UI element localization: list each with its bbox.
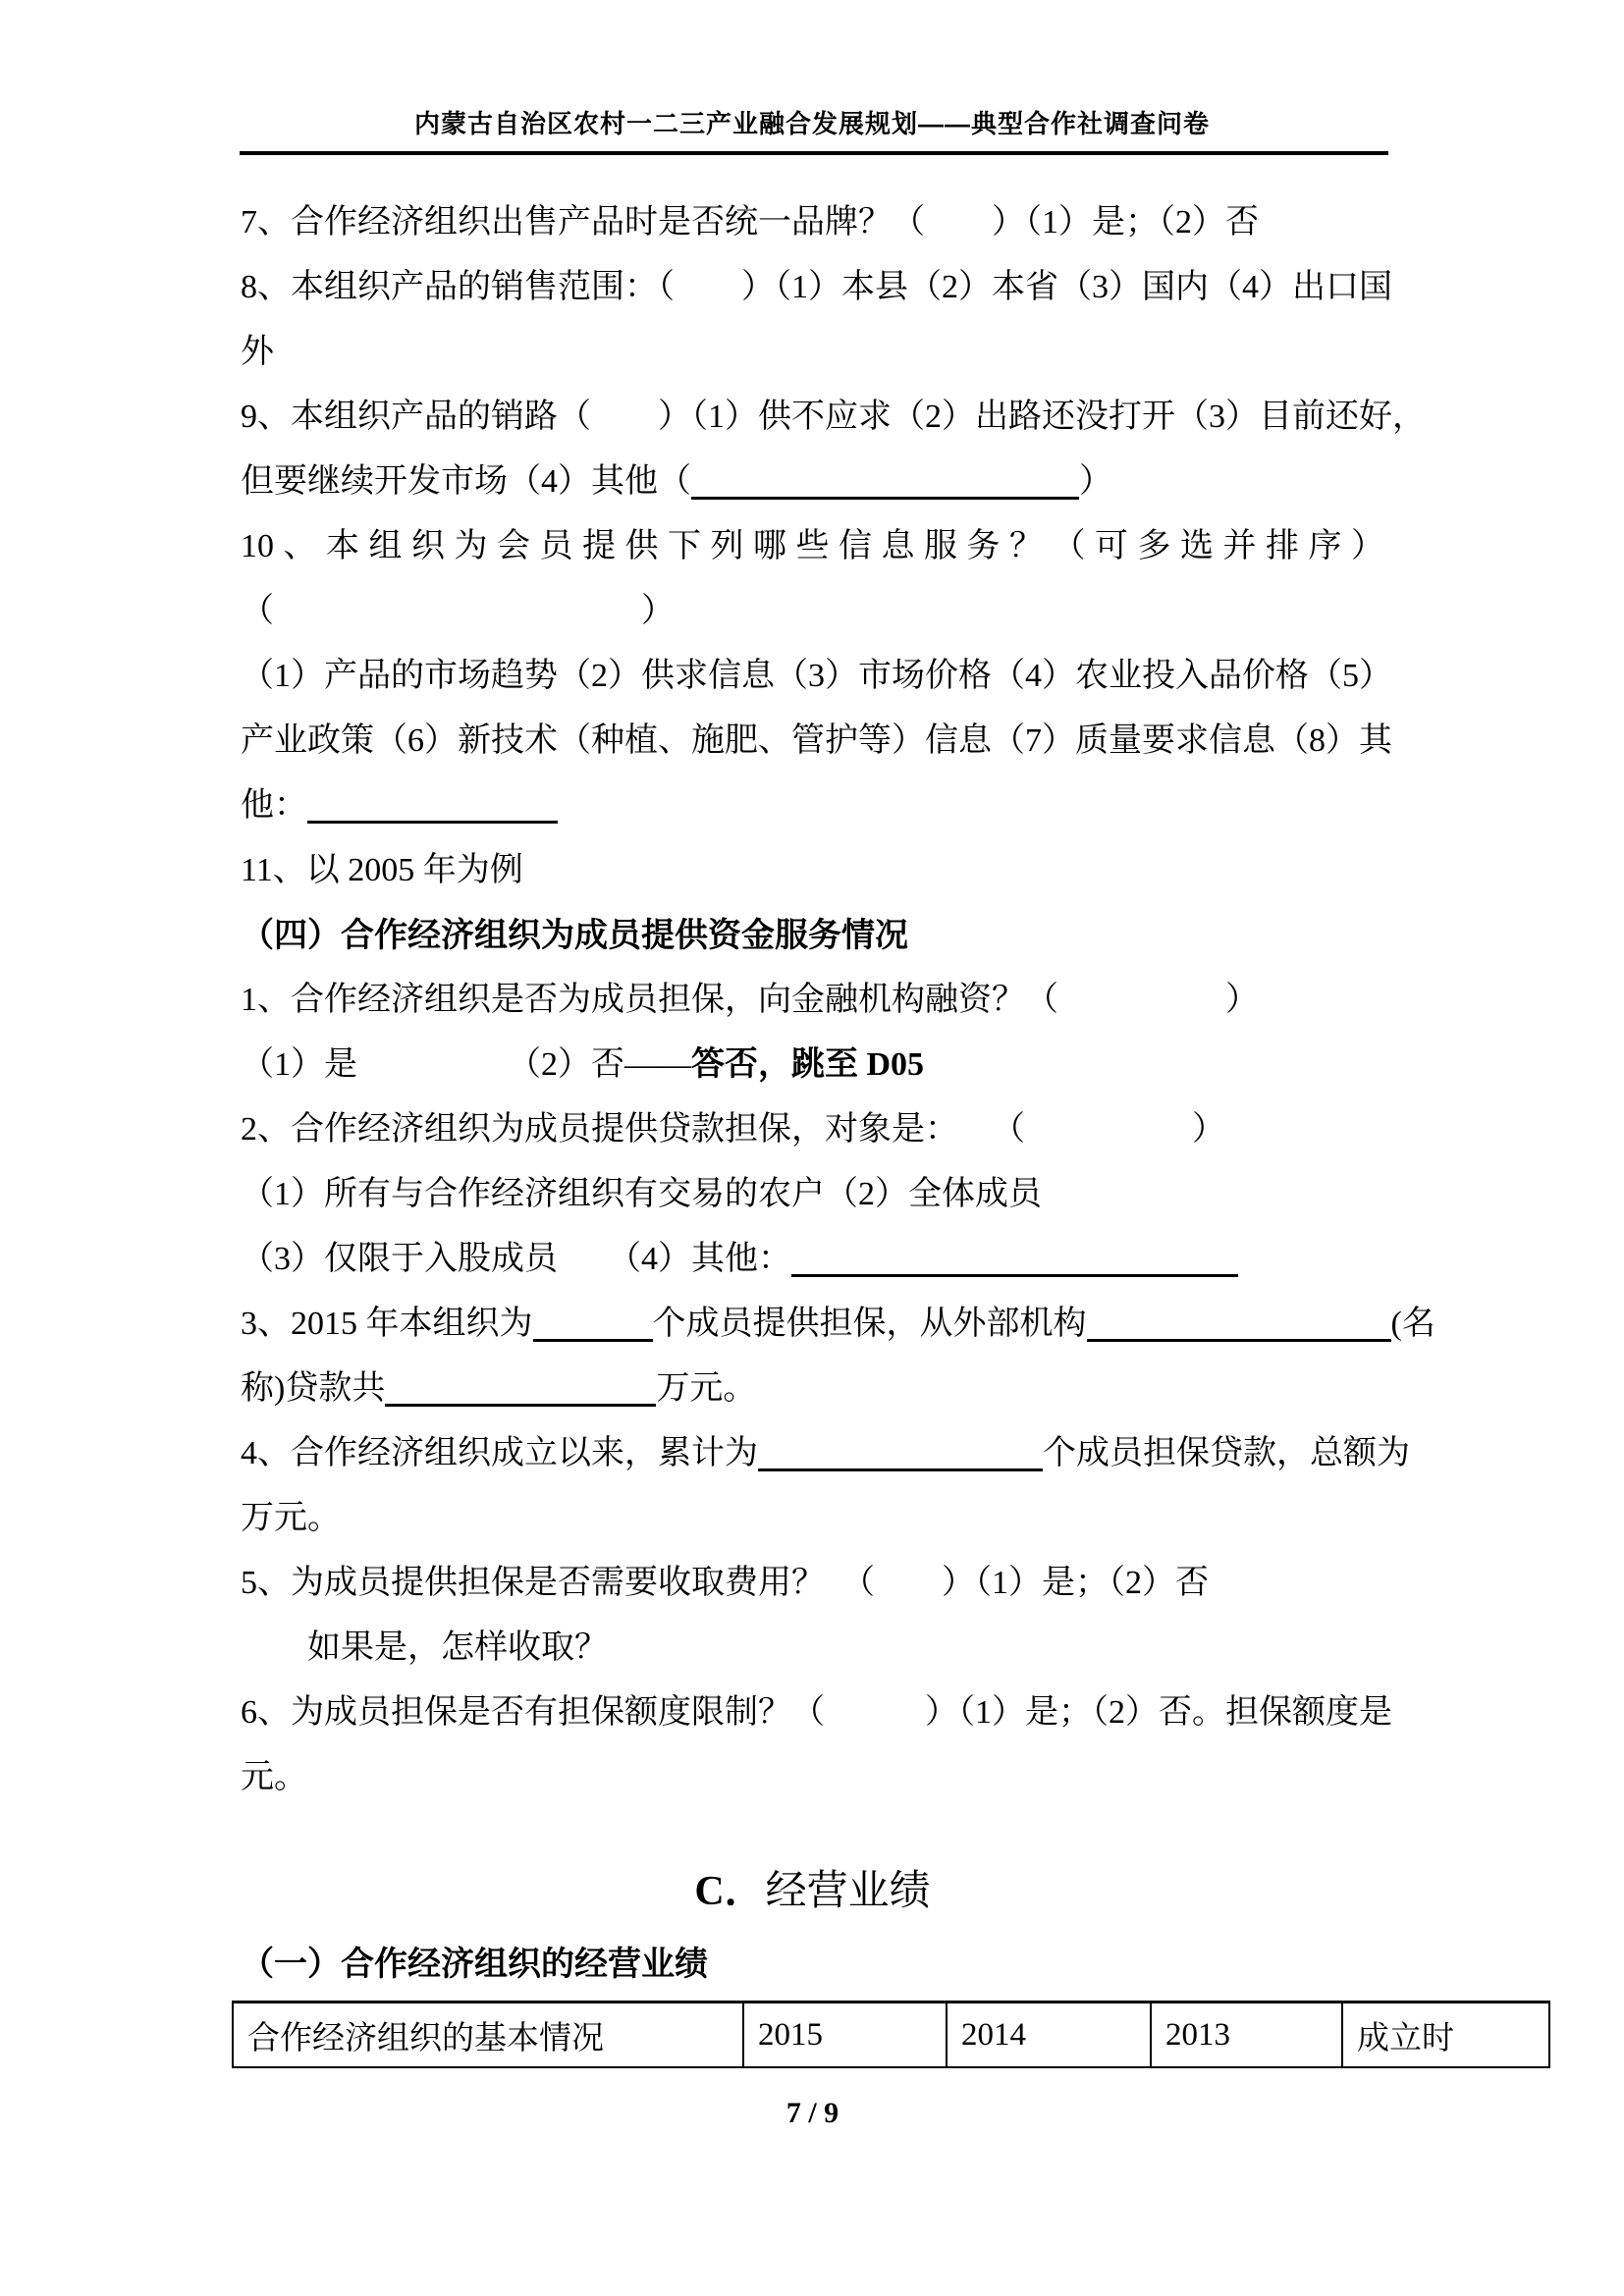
document-line-17 xyxy=(241,1227,1384,1292)
document-line-16 xyxy=(241,1162,1384,1227)
document-line-14 xyxy=(241,1033,1384,1097)
text-run: 10、本组织为会员提供下列哪些信息服务？（可多选并排序） xyxy=(241,528,1384,564)
header-rule xyxy=(240,151,1388,155)
document-body xyxy=(241,190,1454,2133)
document-line-13 xyxy=(241,968,1384,1033)
fill-in-blank xyxy=(307,821,558,824)
fill-in-blank xyxy=(385,1404,656,1407)
text-run: 称)贷款共 xyxy=(241,1370,386,1407)
document-line-1 xyxy=(241,190,1384,255)
table-header-cell-basic-info: 合作经济组织的基本情况 xyxy=(233,2002,743,2068)
text-run: 他： xyxy=(241,787,307,824)
text-run: (名 xyxy=(1390,1306,1435,1342)
text-run: （ ） xyxy=(241,593,675,629)
text-run: 万元。 xyxy=(241,1500,341,1536)
document-line-3 xyxy=(241,320,1384,385)
subsection-heading: （一）合作经济组织的经营业绩 xyxy=(241,1946,708,1983)
question-lines xyxy=(241,190,1435,1810)
text-run: 7、合作经济组织出售产品时是否统一品牌？（ ）（1）是；（2）否 xyxy=(241,204,1259,240)
text-run: （1）是 （2）否—— xyxy=(241,1046,691,1083)
fill-in-blank xyxy=(791,1274,1238,1277)
document-line-7 xyxy=(241,579,1384,644)
document-line-15 xyxy=(241,1097,1384,1162)
text-run: 如果是，怎样收取？ xyxy=(241,1629,608,1666)
fill-in-blank xyxy=(1087,1339,1391,1342)
text-run: 答否，跳至 D05 xyxy=(691,1046,925,1083)
table-header-cell-founding: 成立时 xyxy=(1342,2002,1549,2068)
performance-table xyxy=(232,2001,1550,2068)
table-header-cell-2014: 2014 xyxy=(947,2002,1151,2068)
text-run: 1、合作经济组织是否为成员担保，向金融机构融资？（ ） xyxy=(241,982,1259,1018)
document-line-9 xyxy=(241,709,1392,774)
text-run: 产业政策（6）新技术（种植、施肥、管护等）信息（7）质量要求信息（8）其 xyxy=(241,722,1392,759)
document-line-20 xyxy=(241,1421,1410,1486)
table-header-cell-2013: 2013 xyxy=(1151,2002,1342,2068)
text-run: 9、本组织产品的销路（ ）（1）供不应求（2）出路还没打开（3）目前还好， xyxy=(241,399,1426,435)
text-run: 外 xyxy=(241,334,274,370)
document-line-23 xyxy=(241,1616,1384,1681)
header-title: 内蒙古自治区农村一二三产业融合发展规划——典型合作社调查问卷 xyxy=(413,109,1210,138)
document-line-10 xyxy=(241,774,1384,838)
fill-in-blank xyxy=(691,497,1079,500)
text-run: （1）所有与合作经济组织有交易的农户（2）全体成员 xyxy=(241,1176,1042,1212)
text-run: 11、以 2005 年为例 xyxy=(241,852,523,888)
text-run: 4、合作经济组织成立以来，累计为 xyxy=(241,1435,758,1471)
text-run: 2、合作经济组织为成员提供贷款担保，对象是： （ ） xyxy=(241,1111,1225,1148)
table-header-cell-2015: 2015 xyxy=(743,2002,947,2068)
section-letter: C． xyxy=(694,1869,766,1914)
text-run: ） xyxy=(1079,463,1112,500)
document-line-25 xyxy=(241,1745,1384,1810)
text-run: 3、2015 年本组织为 xyxy=(241,1306,533,1342)
document-line-24 xyxy=(241,1681,1392,1745)
text-run: （四）合作经济组织为成员提供资金服务情况 xyxy=(241,917,908,954)
document-line-18 xyxy=(241,1292,1435,1357)
text-run: 5、为成员提供担保是否需要收取费用？ （ ）（1）是；（2）否 xyxy=(241,1565,1209,1601)
page-number: 7 / 9 xyxy=(785,2097,839,2129)
document-line-8 xyxy=(241,644,1392,709)
document-line-6 xyxy=(241,514,1384,579)
table-header-row xyxy=(233,2002,1549,2068)
document-line-2 xyxy=(241,255,1392,320)
document-line-4 xyxy=(241,385,1426,450)
fill-in-blank xyxy=(758,1468,1043,1471)
document-line-11 xyxy=(241,838,1384,903)
text-run: 但要继续开发市场（4）其他（ xyxy=(241,463,691,500)
text-run: 6、为成员担保是否有担保额度限制？（ ）（1）是；（2）否。担保额度是 xyxy=(241,1694,1392,1731)
text-run: 个成员提供担保，从外部机构 xyxy=(652,1306,1087,1342)
section-title: 经营业绩 xyxy=(765,1869,931,1914)
text-run: （1）产品的市场趋势（2）供求信息（3）市场价格（4）农业投入品价格（5） xyxy=(241,658,1392,694)
text-run: 8、本组织产品的销售范围：（ ）（1）本县（2）本省（3）国内（4）出口国 xyxy=(241,269,1392,305)
document-line-5 xyxy=(241,450,1384,514)
document-line-12 xyxy=(241,903,1384,968)
document-header xyxy=(0,108,1624,155)
section-heading xyxy=(241,1859,1384,1924)
text-run: 元。 xyxy=(241,1759,307,1795)
document-line-21 xyxy=(241,1486,1384,1551)
text-run: 个成员担保贷款，总额为 xyxy=(1043,1435,1410,1471)
text-run: 万元。 xyxy=(656,1370,757,1407)
fill-in-blank xyxy=(533,1339,653,1342)
document-line-22 xyxy=(241,1551,1384,1616)
text-run: （3）仅限于入股成员 （4）其他： xyxy=(241,1241,791,1277)
document-line-19 xyxy=(241,1357,1384,1421)
